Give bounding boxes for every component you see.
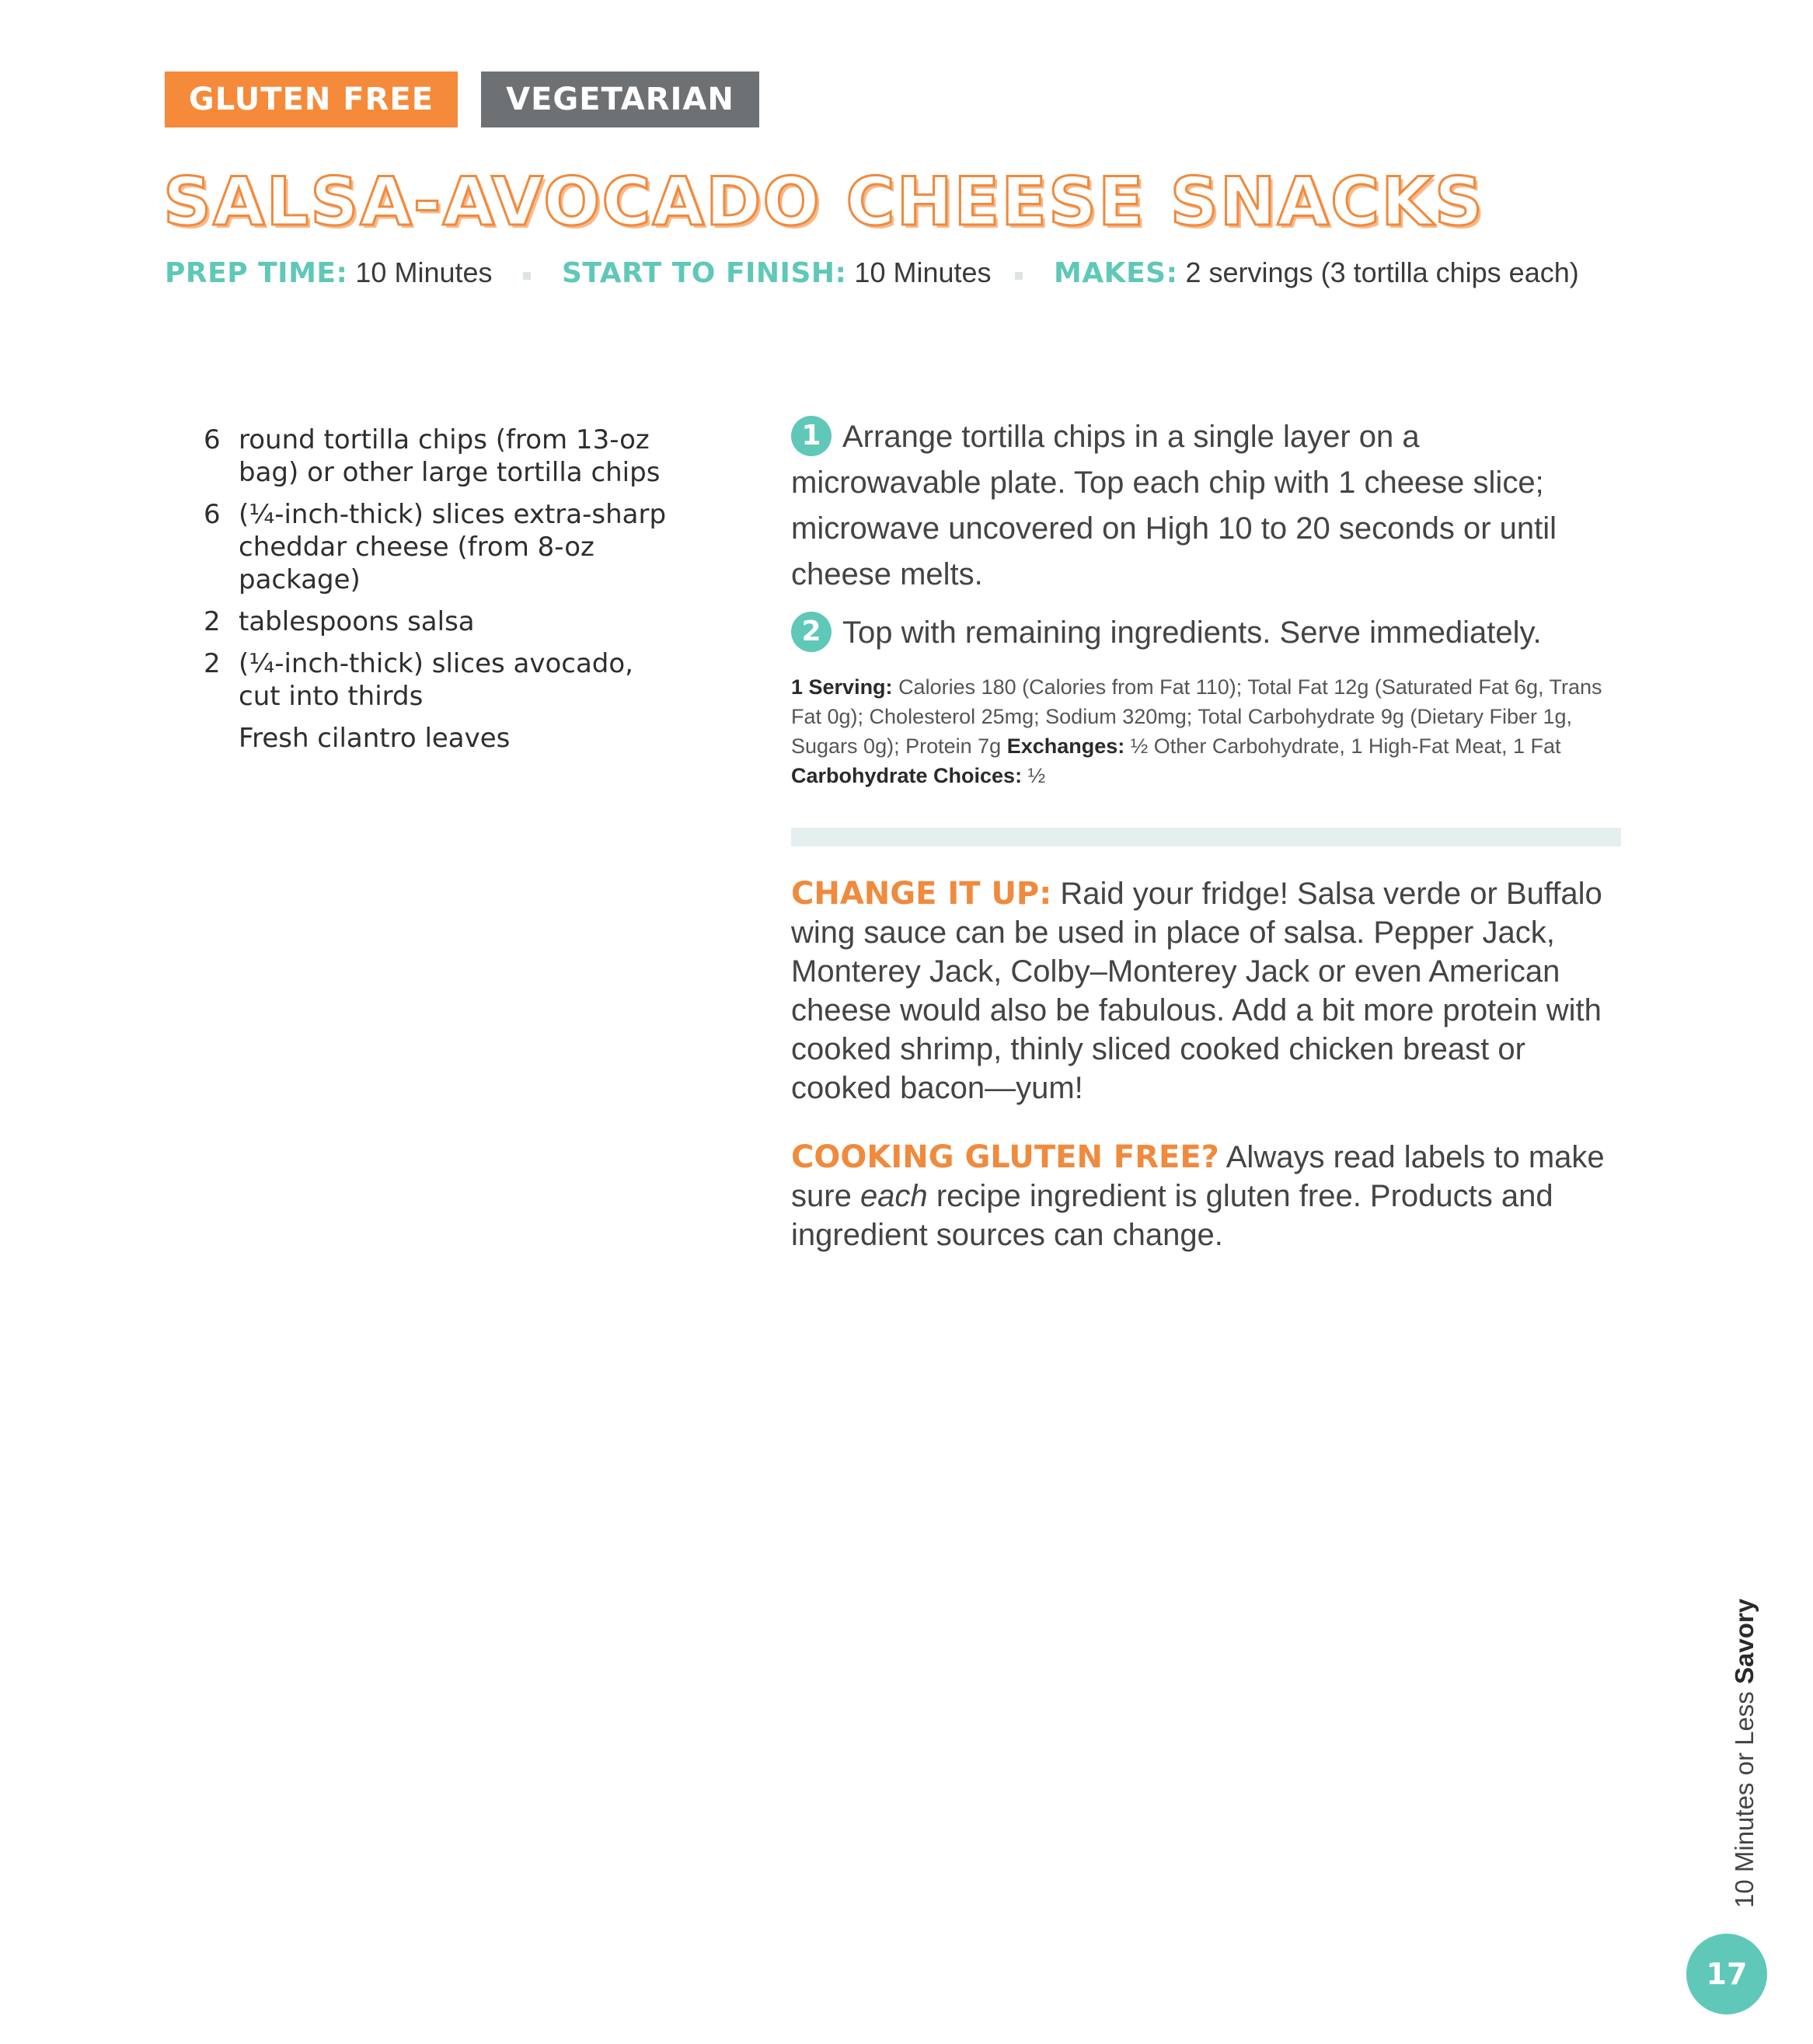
makes-value: 2 servings (3 tortilla chips each)	[1185, 256, 1579, 288]
section-label: 10 Minutes or Less	[1730, 1691, 1759, 1908]
direction-step	[791, 414, 1615, 598]
ingredient-item	[204, 605, 670, 638]
ingredient-text: (¼-inch-thick) slices avocado, cut into thirds	[239, 648, 633, 712]
recipe-title: SALSA-AVOCADO CHEESE SNACKS	[163, 163, 1484, 241]
makes	[1054, 256, 1579, 289]
gluten-free-tip-text: Always read labels to make sure	[791, 1140, 1605, 1213]
ingredient-text: round tortilla chips (from 13-oz bag) or other large tortilla chips	[239, 424, 661, 488]
serving-text: Calories 180 (Calories from Fat 110); Total Fat 12g (Saturated Fat 6g, Trans Fat 0g); Cholesterol 25mg; Sodium 320mg; Total Carbohydrate 9g (Dietary Fiber 1g, Sugars 0g); Protein 7g	[791, 675, 1602, 758]
ingredient-item	[204, 722, 670, 755]
exchanges-text: ½ Other Carbohydrate, 1 High-Fat Meat, 1 Fat	[1130, 734, 1561, 758]
ingredient-qty: 2	[204, 606, 221, 637]
start-to-finish	[562, 256, 992, 289]
meta-separator	[523, 272, 531, 280]
section-divider	[791, 828, 1621, 846]
ingredient-item	[204, 498, 670, 596]
prep-time-value: 10 Minutes	[355, 256, 493, 288]
step-text: Top with remaining ingredients. Serve immediately.	[842, 616, 1542, 650]
serving-label: 1 Serving:	[791, 675, 893, 699]
nutrition-info	[791, 672, 1623, 790]
ingredient-text: tablespoons salsa	[239, 606, 475, 637]
direction-step	[791, 610, 1615, 656]
step-number-badge: 1	[791, 416, 832, 456]
change-it-up-text: Raid your fridge! Salsa verde or Buffalo wing sauce can be used in place of salsa. Pepper Jack, Monterey Jack, Colby–Monterey Jack or even American cheese would also be fabulous. Add a bit more protein with cooked shrimp, thinly sliced cooked chicken breast or cooked bacon—yum!	[791, 877, 1602, 1105]
start-to-finish-value: 10 Minutes	[854, 256, 992, 288]
step-number-badge: 2	[791, 612, 832, 652]
step-text: Arrange tortilla chips in a single layer on a microwavable plate. Top each chip with 1 cheese slice; microwave uncovered on High 10 to 20 seconds or until cheese melts.	[791, 420, 1557, 591]
gluten-free-tip-label: COOKING GLUTEN FREE?	[791, 1139, 1219, 1175]
makes-label: MAKES:	[1054, 257, 1178, 289]
exchanges-label: Exchanges:	[1006, 734, 1125, 758]
ingredient-list	[204, 424, 670, 764]
carb-choices-label: Carbohydrate Choices:	[791, 764, 1023, 787]
change-it-up-label: CHANGE IT UP:	[791, 876, 1052, 912]
section-side-label	[1730, 1599, 1759, 1908]
gluten-free-tag: GLUTEN FREE	[165, 72, 458, 127]
prep-time	[165, 256, 493, 289]
prep-time-label: PREP TIME:	[165, 257, 348, 289]
vegetarian-tag: VEGETARIAN	[481, 72, 759, 127]
change-it-up-tip	[791, 874, 1630, 1107]
ingredient-qty: 6	[204, 424, 221, 455]
gluten-free-tip	[791, 1138, 1630, 1254]
gluten-free-tip-emphasis: each	[859, 1179, 928, 1213]
ingredient-qty: 6	[204, 499, 221, 530]
page-number: 17	[1686, 1934, 1767, 2014]
ingredient-qty: 2	[204, 648, 221, 679]
meta-separator	[1015, 272, 1023, 280]
section-name: Savory	[1730, 1598, 1759, 1685]
start-to-finish-label: START TO FINISH:	[562, 257, 847, 289]
ingredient-item	[204, 647, 670, 713]
carb-choices-text: ½	[1027, 764, 1046, 787]
ingredient-text: (¼-inch-thick) slices extra-sharp cheddar cheese (from 8-oz package)	[239, 499, 667, 595]
ingredient-item	[204, 424, 670, 489]
gluten-free-tip-text: recipe ingredient is gluten free. Products and ingredient sources can change.	[791, 1179, 1553, 1252]
ingredient-text: Fresh cilantro leaves	[239, 723, 511, 754]
